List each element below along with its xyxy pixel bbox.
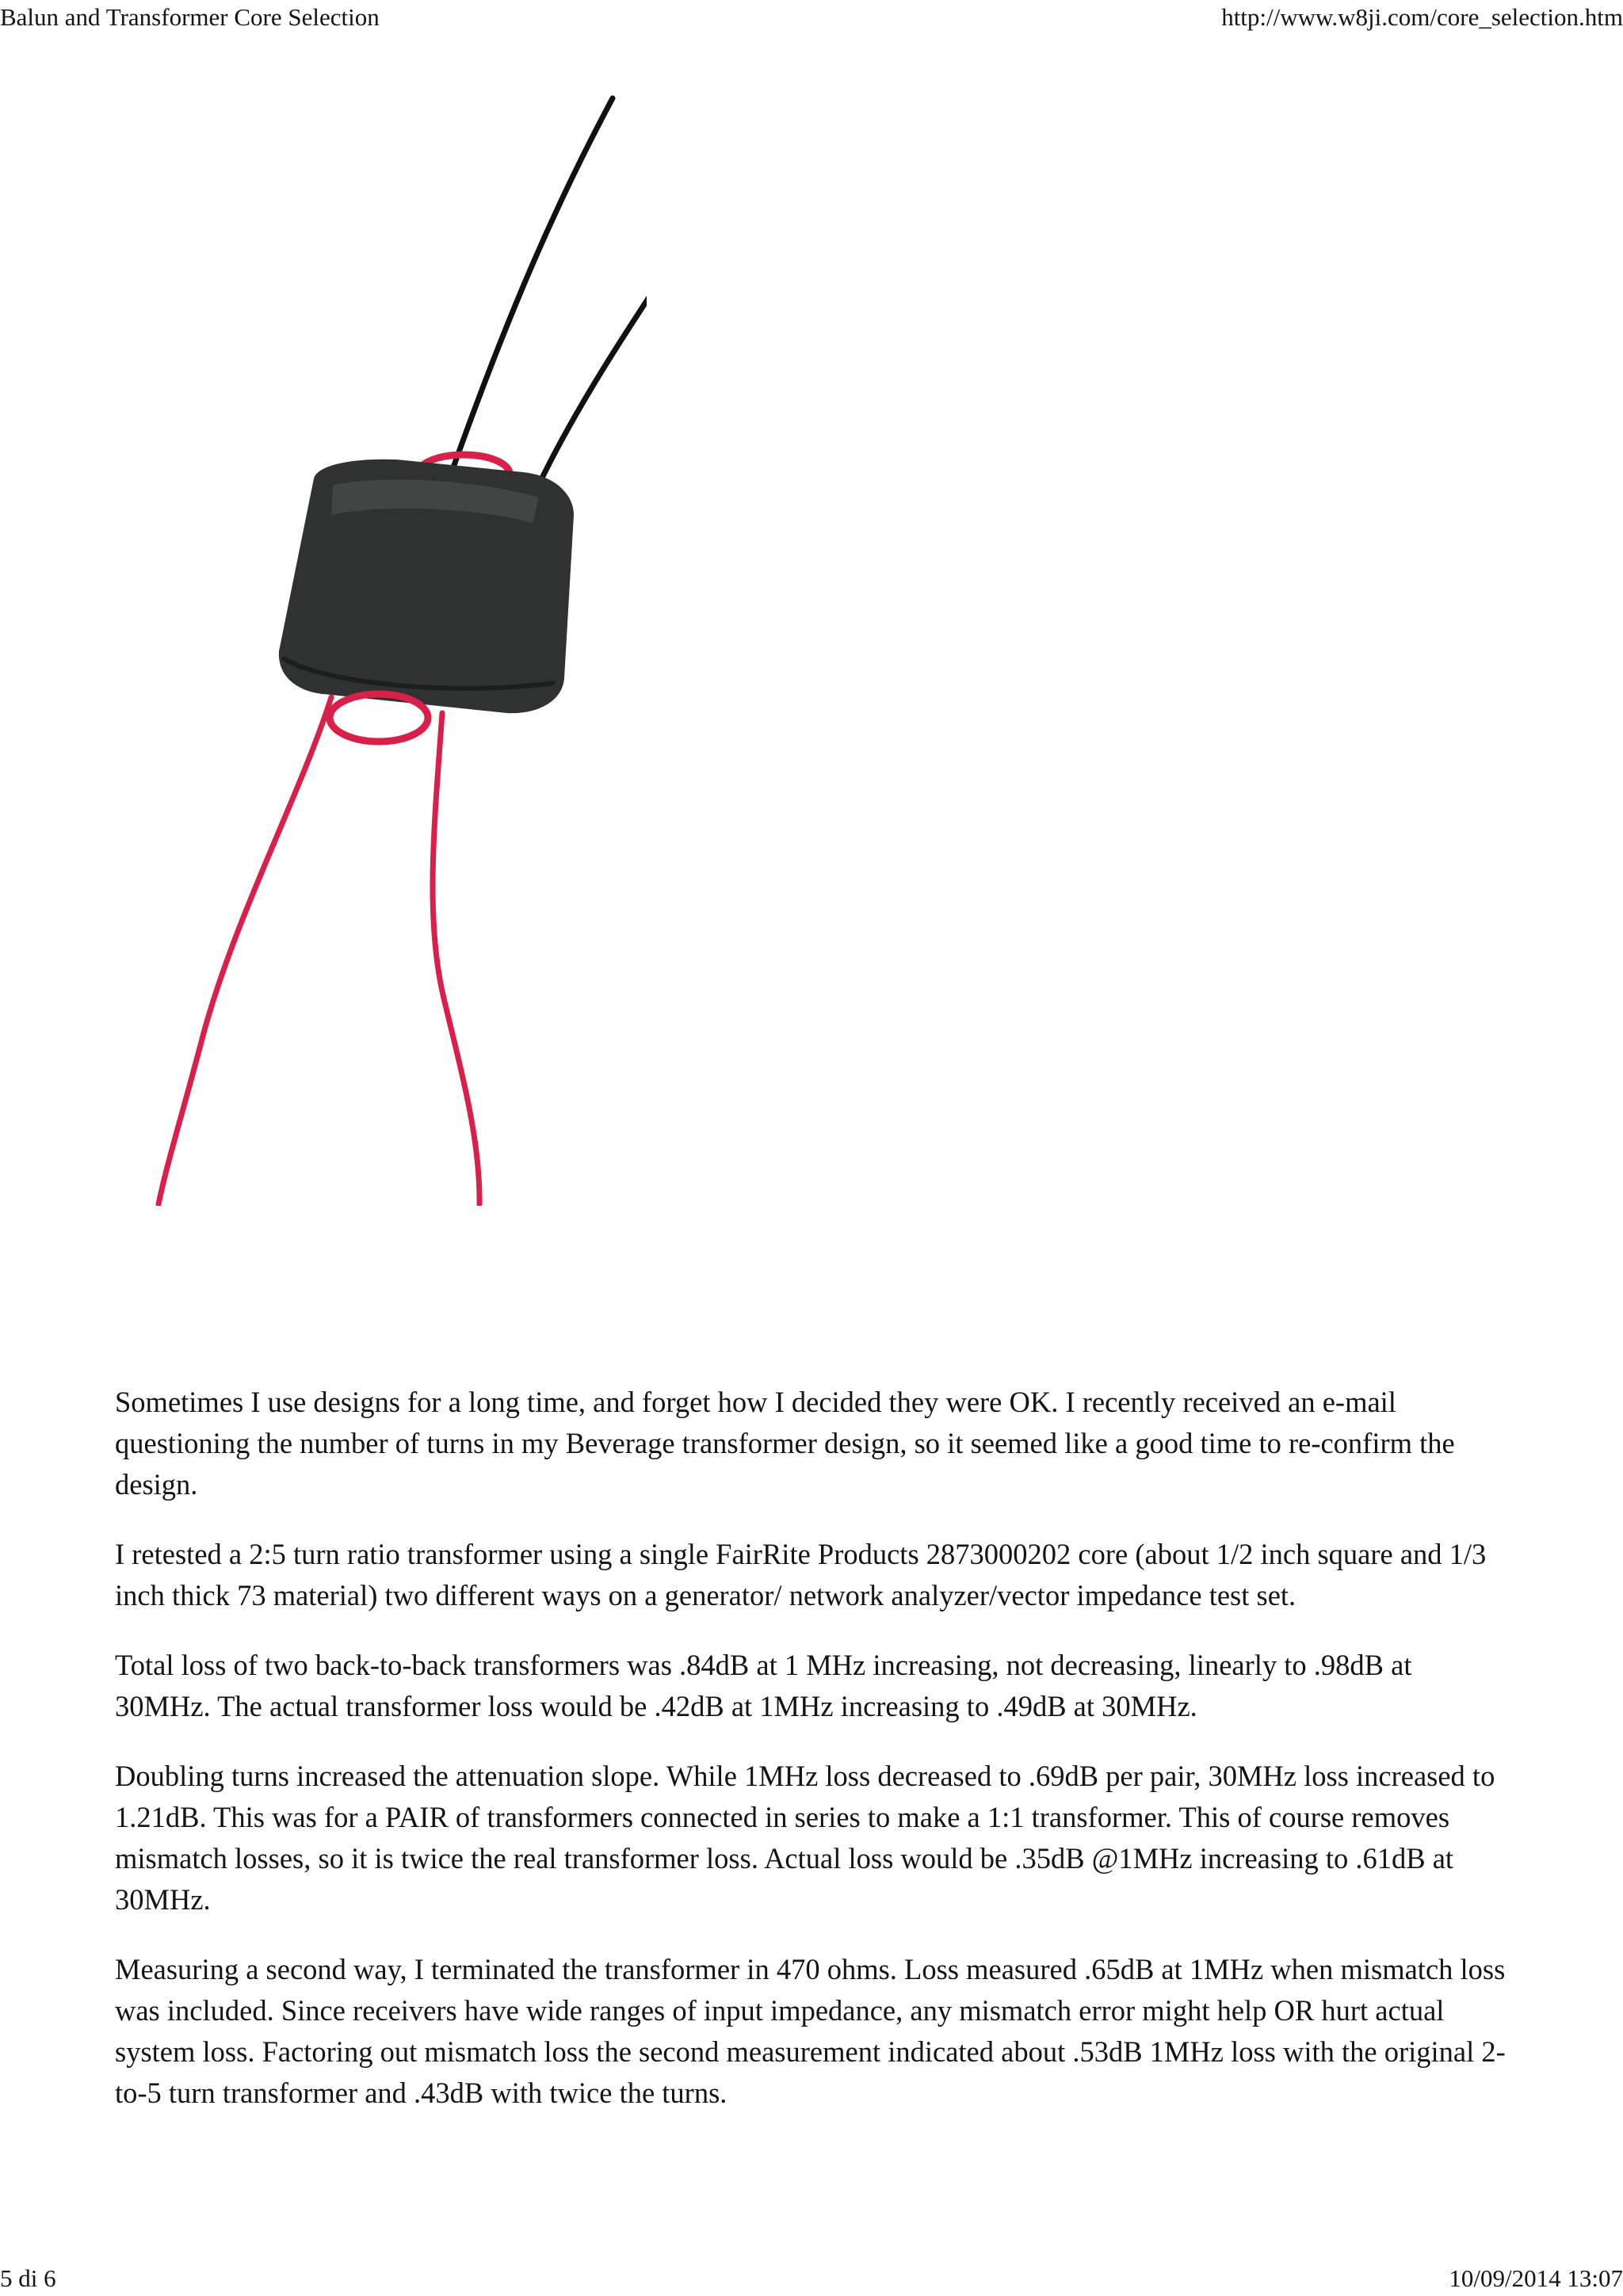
article-body — [115, 1382, 1510, 2142]
transformer-photo — [155, 92, 647, 1206]
page-url[interactable]: http://www.w8ji.com/core_selection.htm — [1221, 3, 1623, 31]
black-wire-right — [535, 98, 647, 493]
paragraph: Total loss of two back-to-back transformers was .84dB at 1 MHz increasing, not decreasing, linearly to .98dB at 30MHz. The actual transformer loss would be .42dB at 1MHz increasing to .49dB at 30MHz. — [115, 1649, 1412, 1722]
paragraph: Doubling turns increased the attenuation slope. While 1MHz loss decreased to .69dB per pair, 30MHz loss increased to 1.21dB. This was for a PAIR of transformers connected in series to make a 1:1 transformer. This of course removes mismatch losses, so it is twice the real transformer loss. Actual loss would be .35dB @1MHz increasing to .61dB at 30MHz. — [115, 1760, 1495, 1916]
paragraph: Sometimes I use designs for a long time, and forget how I decided they were OK. I recently received an e-mail questioning the number of turns in my Beverage transformer design, so it seemed like a good time to re-confirm the design. — [115, 1386, 1455, 1501]
paragraph: Measuring a second way, I terminated the transformer in 470 ohms. Loss measured .65dB at 1MHz when mismatch loss was included. Since receivers have wide ranges of input impedance, any mismatch error might help OR hurt actual system loss. Factoring out mismatch loss the second measurement indicated about .53dB 1MHz loss with the original 2-to-5 turn transformer and .43dB with twice the turns. — [115, 1953, 1506, 2109]
page-number: 5 di 6 — [0, 2264, 56, 2292]
print-datetime: 10/09/2014 13:07 — [1449, 2264, 1623, 2292]
red-wire-left — [158, 697, 331, 1204]
paragraph: I retested a 2:5 turn ratio transformer using a single FairRite Products 2873000202 core (about 1/2 inch square and 1/3 inch thick 73 material) two different ways on a generator/ network analyzer/vector impedance test set. — [115, 1538, 1487, 1611]
page-title: Balun and Transformer Core Selection — [0, 3, 380, 31]
red-wire-right — [433, 713, 479, 1204]
red-winding-bottom — [330, 694, 428, 742]
black-wire-left — [453, 98, 613, 467]
